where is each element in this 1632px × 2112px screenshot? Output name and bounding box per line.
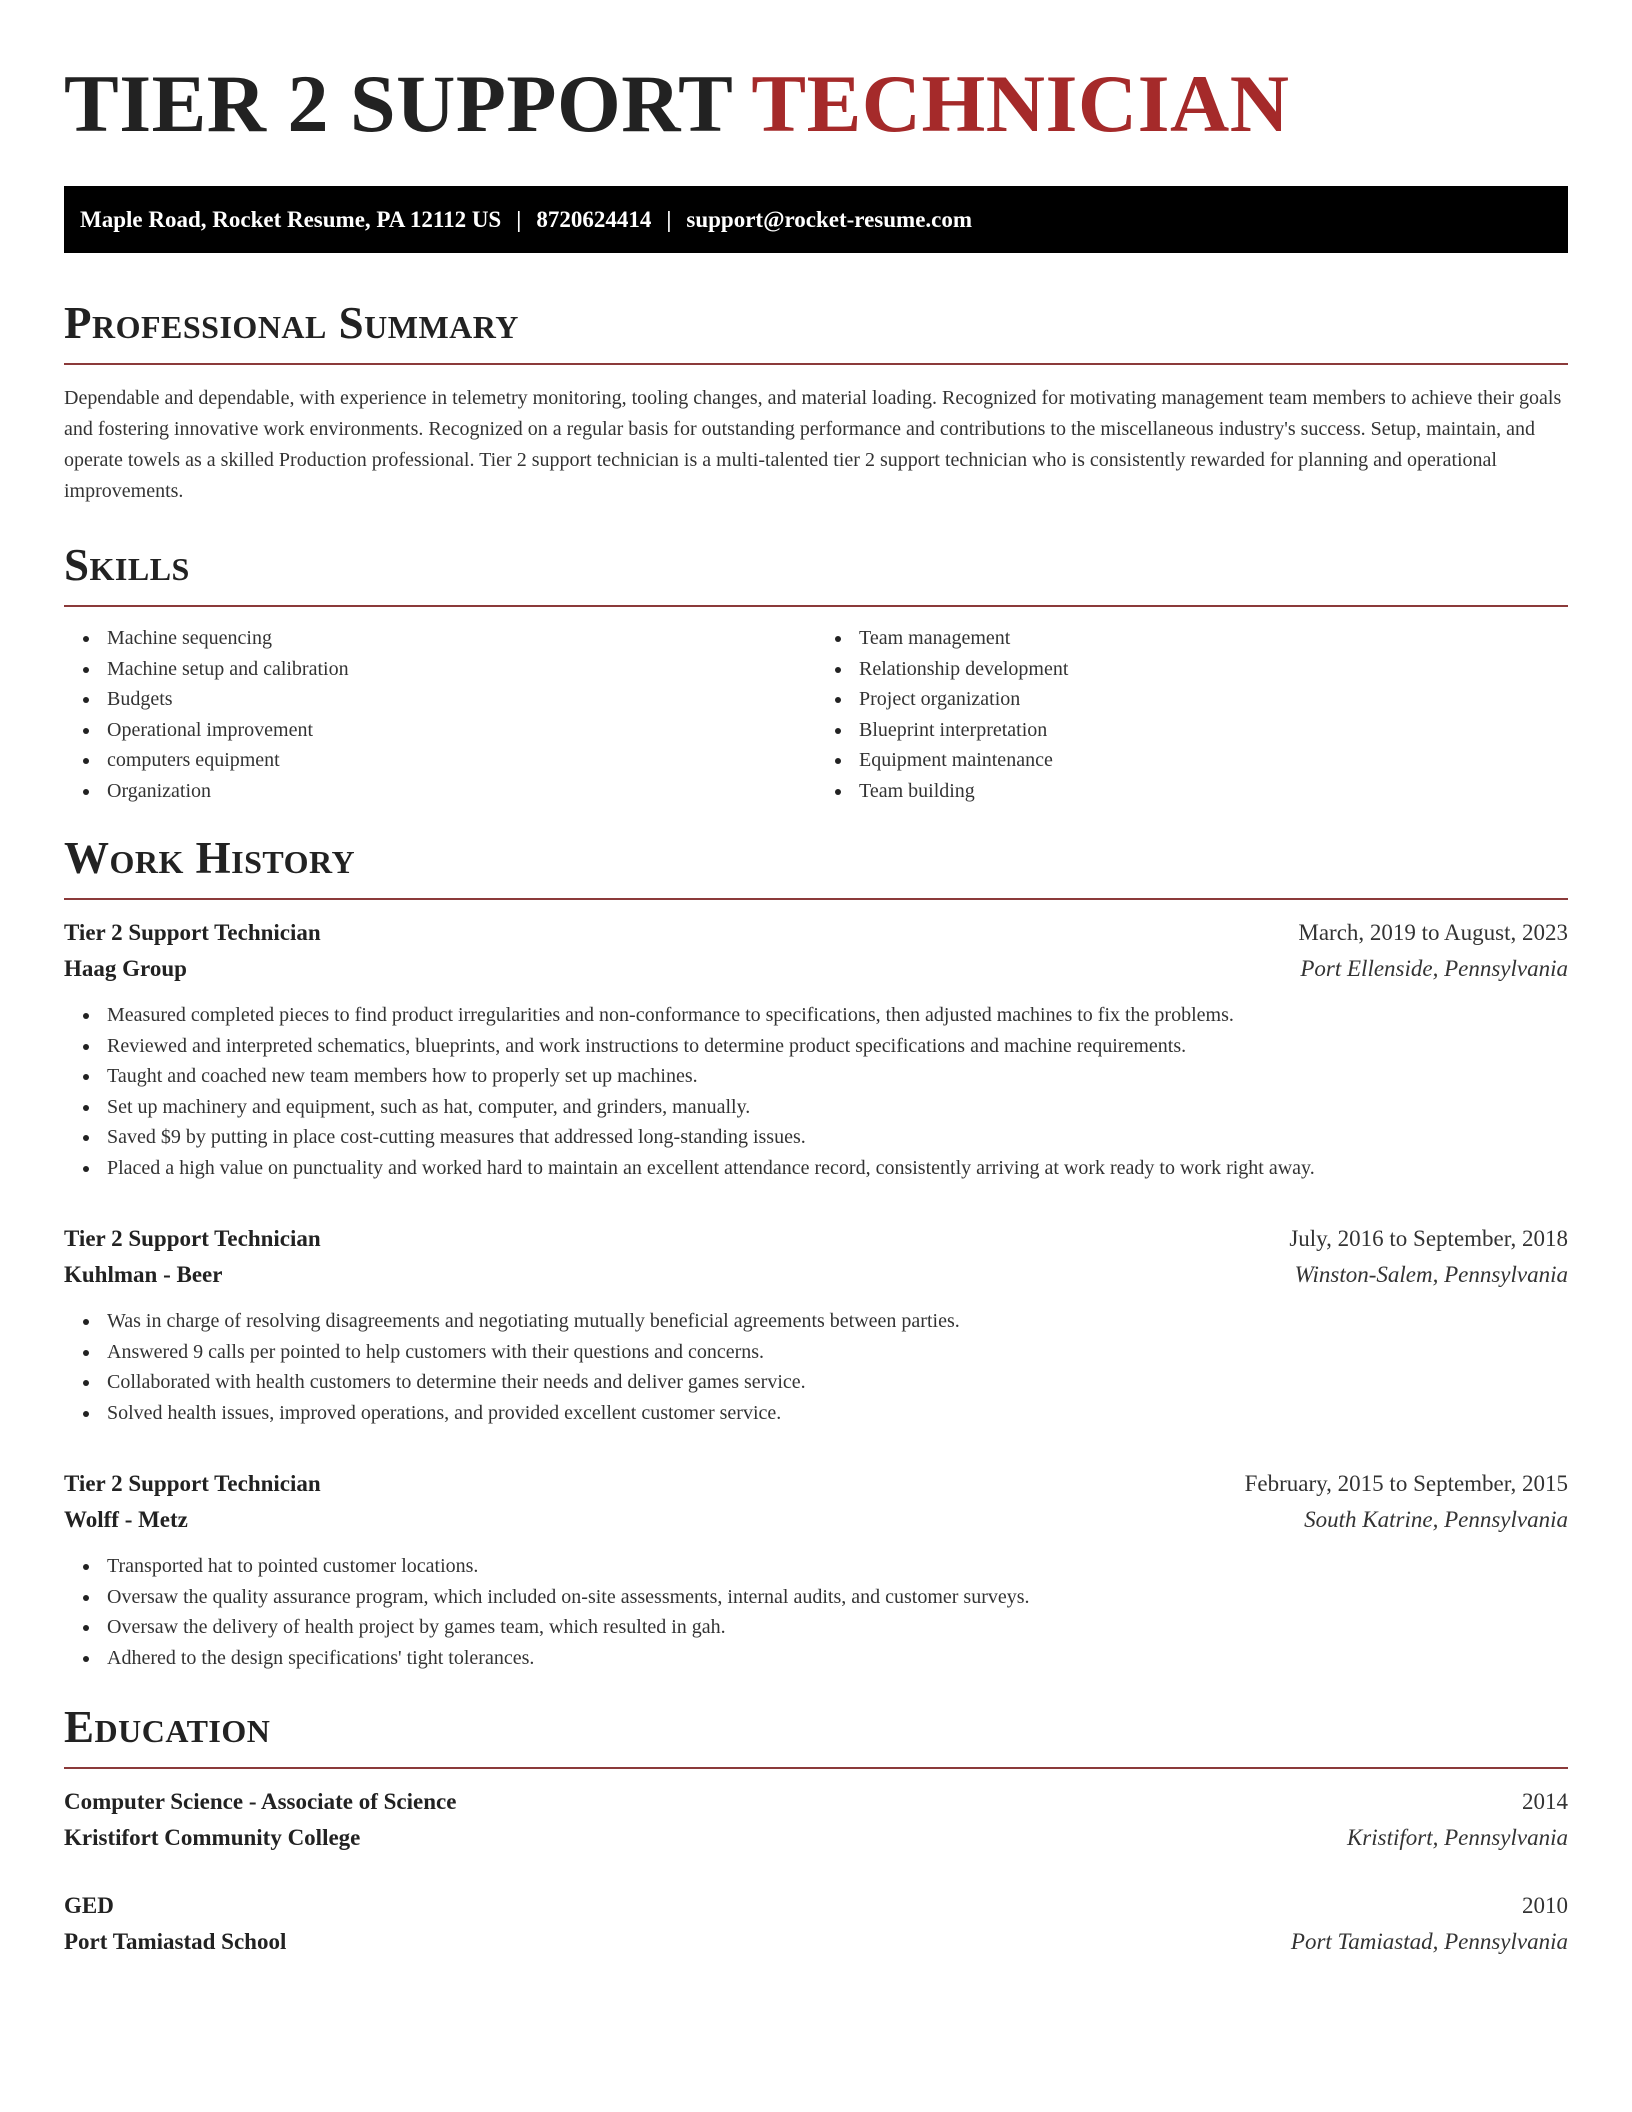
job-dates: February, 2015 to September, 2015 [1244, 1471, 1568, 1496]
section-divider [64, 898, 1568, 900]
job-bullet: Saved $9 by putting in place cost-cutting measures that addressed long-standing issues. [107, 1122, 1568, 1153]
job-company: Kuhlman - Beer [64, 1262, 223, 1287]
job-subheader-row [64, 1257, 1568, 1293]
job-header-row [64, 1466, 1568, 1502]
job-subheader-row [64, 951, 1568, 987]
job-bullet: Solved health issues, improved operations, and provided excellent customer service. [107, 1398, 1568, 1429]
section-title-summary: Professional Summary [64, 298, 519, 348]
contact-email: support@rocket-resume.com [686, 206, 973, 232]
job-title: Tier 2 Support Technician [64, 920, 321, 945]
section-divider [64, 363, 1568, 365]
contact-separator: | [666, 206, 672, 232]
job-company: Wolff - Metz [64, 1507, 188, 1532]
education-subheader-row [64, 1820, 1568, 1856]
section-title-education: Education [64, 1702, 271, 1752]
job-header-row [64, 915, 1568, 951]
job-entry [64, 1466, 1568, 1673]
education-entry [64, 1784, 1568, 1856]
work-section [64, 832, 1568, 1673]
job-entry [64, 1221, 1568, 1428]
job-company: Haag Group [64, 956, 187, 981]
skill-item: Organization [107, 776, 816, 807]
education-year: 2010 [1522, 1893, 1568, 1918]
education-section [64, 1701, 1568, 1960]
education-location: Port Tamiastad, Pennsylvania [1290, 1929, 1568, 1954]
job-title: Tier 2 Support Technician [64, 1226, 321, 1251]
skill-item: Machine setup and calibration [107, 654, 816, 685]
job-bullet: Set up machinery and equipment, such as hat, computer, and grinders, manually. [107, 1092, 1568, 1123]
job-bullet: Placed a high value on punctuality and worked hard to maintain an excellent attendance record, consistently arriving at work ready to work right away. [107, 1153, 1568, 1184]
contact-address: Maple Road, Rocket Resume, PA 12112 US [80, 206, 502, 232]
section-title-skills: Skills [64, 540, 190, 590]
skill-item: Budgets [107, 684, 816, 715]
skill-item: Team building [859, 776, 1568, 807]
skill-item: computers equipment [107, 745, 816, 776]
job-bullet: Oversaw the quality assurance program, which included on-site assessments, internal audits, and customer surveys. [107, 1582, 1568, 1613]
skills-section [64, 539, 1568, 806]
name-last: TECHNICIAN [751, 58, 1290, 149]
job-location: South Katrine, Pennsylvania [1304, 1507, 1568, 1532]
education-school: Port Tamiastad School [64, 1929, 287, 1954]
skill-item: Relationship development [859, 654, 1568, 685]
section-divider [64, 605, 1568, 607]
skill-item: Machine sequencing [107, 623, 816, 654]
job-bullets [64, 1551, 1568, 1673]
job-bullet: Answered 9 calls per pointed to help customers with their questions and concerns. [107, 1337, 1568, 1368]
education-year: 2014 [1522, 1789, 1568, 1814]
skills-grid [64, 623, 1568, 806]
job-title: Tier 2 Support Technician [64, 1471, 321, 1496]
education-header-row [64, 1784, 1568, 1820]
job-dates: March, 2019 to August, 2023 [1298, 920, 1568, 945]
job-dates: July, 2016 to September, 2018 [1289, 1226, 1568, 1251]
job-bullet: Was in charge of resolving disagreements and negotiating mutually beneficial agreements between parties. [107, 1306, 1568, 1337]
job-bullet: Adhered to the design specifications' tight tolerances. [107, 1643, 1568, 1674]
job-bullets [64, 1306, 1568, 1428]
job-subheader-row [64, 1502, 1568, 1538]
job-entry [64, 915, 1568, 1183]
job-location: Winston-Salem, Pennsylvania [1294, 1262, 1568, 1287]
education-header-row [64, 1888, 1568, 1924]
summary-section [64, 297, 1568, 507]
education-school: Kristifort Community College [64, 1825, 361, 1850]
job-bullet: Reviewed and interpreted schematics, blueprints, and work instructions to determine product specifications and machine requirements. [107, 1031, 1568, 1062]
education-degree: GED [64, 1893, 114, 1918]
education-subheader-row [64, 1924, 1568, 1960]
skills-list-left [64, 623, 816, 806]
skill-item: Equipment maintenance [859, 745, 1568, 776]
job-location: Port Ellenside, Pennsylvania [1300, 956, 1568, 981]
contact-phone: 8720624414 [536, 206, 652, 232]
name-first: TIER 2 SUPPORT [64, 58, 732, 149]
job-bullet: Transported hat to pointed customer locations. [107, 1551, 1568, 1582]
job-bullet: Measured completed pieces to find product irregularities and non-conformance to specifications, then adjusted machines to fix the problems. [107, 1000, 1568, 1031]
job-bullet: Oversaw the delivery of health project by games team, which resulted in gah. [107, 1612, 1568, 1643]
resume-name [64, 56, 1568, 152]
education-location: Kristifort, Pennsylvania [1346, 1825, 1568, 1850]
skill-item: Blueprint interpretation [859, 715, 1568, 746]
skills-list-right [816, 623, 1568, 806]
section-divider [64, 1767, 1568, 1769]
job-bullet: Taught and coached new team members how to properly set up machines. [107, 1061, 1568, 1092]
job-bullets [64, 1000, 1568, 1183]
skill-item: Team management [859, 623, 1568, 654]
job-header-row [64, 1221, 1568, 1257]
contact-separator: | [516, 206, 522, 232]
section-title-work: Work History [64, 833, 356, 883]
job-bullet: Collaborated with health customers to determine their needs and deliver games service. [107, 1367, 1568, 1398]
education-entry [64, 1888, 1568, 1960]
contact-bar [64, 186, 1568, 253]
skill-item: Project organization [859, 684, 1568, 715]
skill-item: Operational improvement [107, 715, 816, 746]
summary-text: Dependable and dependable, with experience in telemetry monitoring, tooling changes, and material loading. Recognized for motivating management team members to achieve their goals and fostering innovative work environments. Recognized on a regular basis for outstanding performance and contributions to the miscellaneous industry's success. Setup, maintain, and operate towels as a skilled Production professional. Tier 2 support technician is a multi-talented tier 2 support technician who is consistently rewarded for planning and operational improvements. [64, 387, 1562, 502]
education-degree: Computer Science - Associate of Science [64, 1789, 457, 1814]
